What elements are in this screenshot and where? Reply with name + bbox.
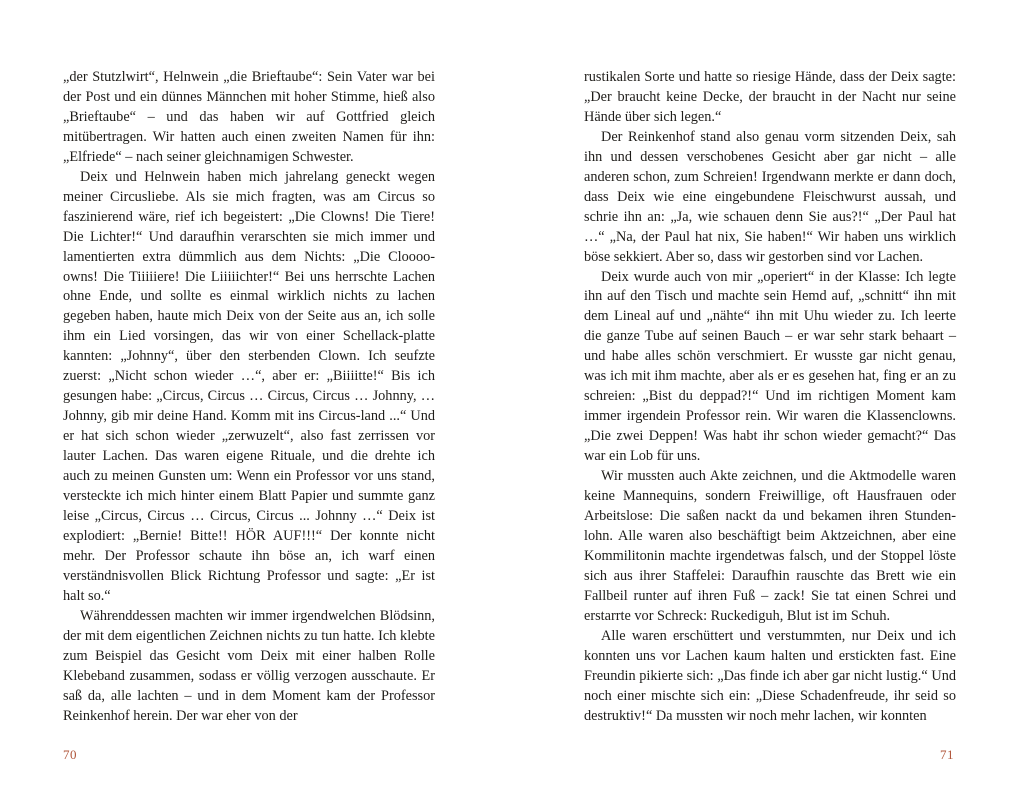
paragraph: Währenddessen machten wir immer irgendwelchen Blödsinn, der mit dem eigentlichen Zeichnen nichts zu tun hatte. Ich klebte zum Beispiel das Gesicht vom Deix mit einer halben Rolle Klebeband zusammen, sodass er völlig verzogen ausschaute. Er saß da, alle lachten – und in dem Moment kam der Professor Reinkenhof herein. Der war eher von der bbox=[63, 607, 435, 724]
paragraph: Alle waren erschüttert und verstummten, nur Deix und ich konnten uns vor Lachen kaum halten und erstickten fast. Eine Freundin pikierte sich: „Das finde ich aber gar nicht lustig.“ Und noch einer mischte sich ein: „Diese Schadenfreude, ihr seid so destruktiv!“ Da mussten wir noch mehr lachen, wir konnten bbox=[584, 627, 956, 724]
right-page-text bbox=[584, 68, 956, 726]
paragraph: Deix und Helnwein haben mich jahrelang geneckt wegen meiner Circusliebe. Als sie mich fragten, was am Circus so faszinierend wäre, rief ich begeistert: „Die Clowns! Die Tiere! Die Lichter!“ Und daraufhin verarschten sie mich immer und lamentierten extra dümmlich aus dem Nichts: „Die Cloooo-owns! Die Tiiiiiere! Die Liiiiichter!“ Bei uns herrschte Lachen ohne Ende, und sollte es einmal wirklich nichts zu lachen gegeben haben, haute mich Deix von der Seite aus an, ich solle ihm ein Lied vorsingen, das wir von einer Schellack-platte kannten: „Johnny“, über den sterbenden Clown. Ich seufzte zuerst: „Nicht schon wieder …“, aber er: „Biiiitte!“ Bis ich gesungen habe: „Circus, Circus … Circus, Circus … Johnny, … Johnny, gib mir deine Hand. Komm mit ins Circus-land ...“ Und er hat sich schon wieder „zerwuzelt“, also fast zerrissen vor lauter Lachen. Das waren eigene Rituale, und die drehte ich auch zu meinen Gunsten um: Wenn ein Professor vor uns stand, versteckte ich mich hinter einem Blatt Papier und summte ganz leise „Circus, Circus … Circus, Circus ... Johnny …“ Deix ist explodiert: „Bernie! Bitte!! HÖR AUF!!!“ Der konnte nicht mehr. Der Professor schaute ihn böse an, ich warf einen verständnisvollen Blick Richtung Professor und sagte: „Er ist halt so.“ bbox=[63, 168, 435, 604]
page-number-left: 70 bbox=[63, 747, 77, 762]
page-number-right: 71 bbox=[940, 747, 954, 762]
paragraph: Der Reinkenhof stand also genau vorm sitzenden Deix, sah ihn und dessen verschobenes Gesicht aber gar nicht – alle anderen schon, zum Schreien! Irgendwann merkte er dann doch, dass Deix wie eine eingebundene Fleischwurst aussah, und schrie ihn an: „Ja, wie schauen denn Sie aus?!“ „Der Paul hat …“ „Na, der Paul hat nix, Sie haben!“ Wir haben uns wirklich böse sekkiert. Aber so, dass wir gestorben sind vor Lachen. bbox=[584, 128, 956, 265]
left-page-text bbox=[63, 68, 435, 726]
paragraph: rustikalen Sorte und hatte so riesige Hände, dass der Deix sagte: „Der braucht keine Decke, der braucht in der Nacht nur seine Hände über sich legen.“ bbox=[584, 69, 956, 125]
paragraph: „der Stutzlwirt“, Helnwein „die Brieftaube“: Sein Vater war bei der Post und ein dünnes Männchen mit hoher Stimme, hieß also „Brieftaube“ – und das haben wir auf Gottfried gleich mitübertragen. Wir hatten auch einen zweiten Namen für ihn: „Elfriede“ – nach seiner gleichnamigen Schwester. bbox=[63, 69, 435, 165]
paragraph: Wir mussten auch Akte zeichnen, und die Aktmodelle waren keine Mannequins, sondern Freiwillige, oft Hausfrauen oder Arbeitslose: Die saßen nackt da und bekamen ihren Stunden-lohn. Alle waren also beschäftigt beim Aktzeichnen, aber eine Kommilitonin machte irgendetwas falsch, und der Stoppel löste sich aus ihrer Staffelei: Daraufhin rauschte das Brett wie ein Fallbeil runter auf ihren Fuß – zack! Sie tat einen Schrei und erstarrte vor Schreck: Ruckediguh, Blut ist im Schuh. bbox=[584, 468, 956, 624]
paragraph: Deix wurde auch von mir „operiert“ in der Klasse: Ich legte ihn auf den Tisch und machte sein Hemd auf, „schnitt“ ihn mit dem Lineal auf und „nähte“ ihn mit Uhu wieder zu. Ich leerte die ganze Tube auf seinen Bauch – er war sehr stark behaart – und habe alles schön verschmiert. Er wusste gar nicht genau, was ich mit ihm machte, aber als er es gesehen hat, fing er an zu schreien: „Bist du deppad?!“ Und im richtigen Moment kam immer irgendein Professor rein. Wir waren die Klassenclowns. „Die zwei Deppen! Was habt ihr schon wieder gemacht?“ Das war ein Lob für uns. bbox=[584, 268, 956, 465]
